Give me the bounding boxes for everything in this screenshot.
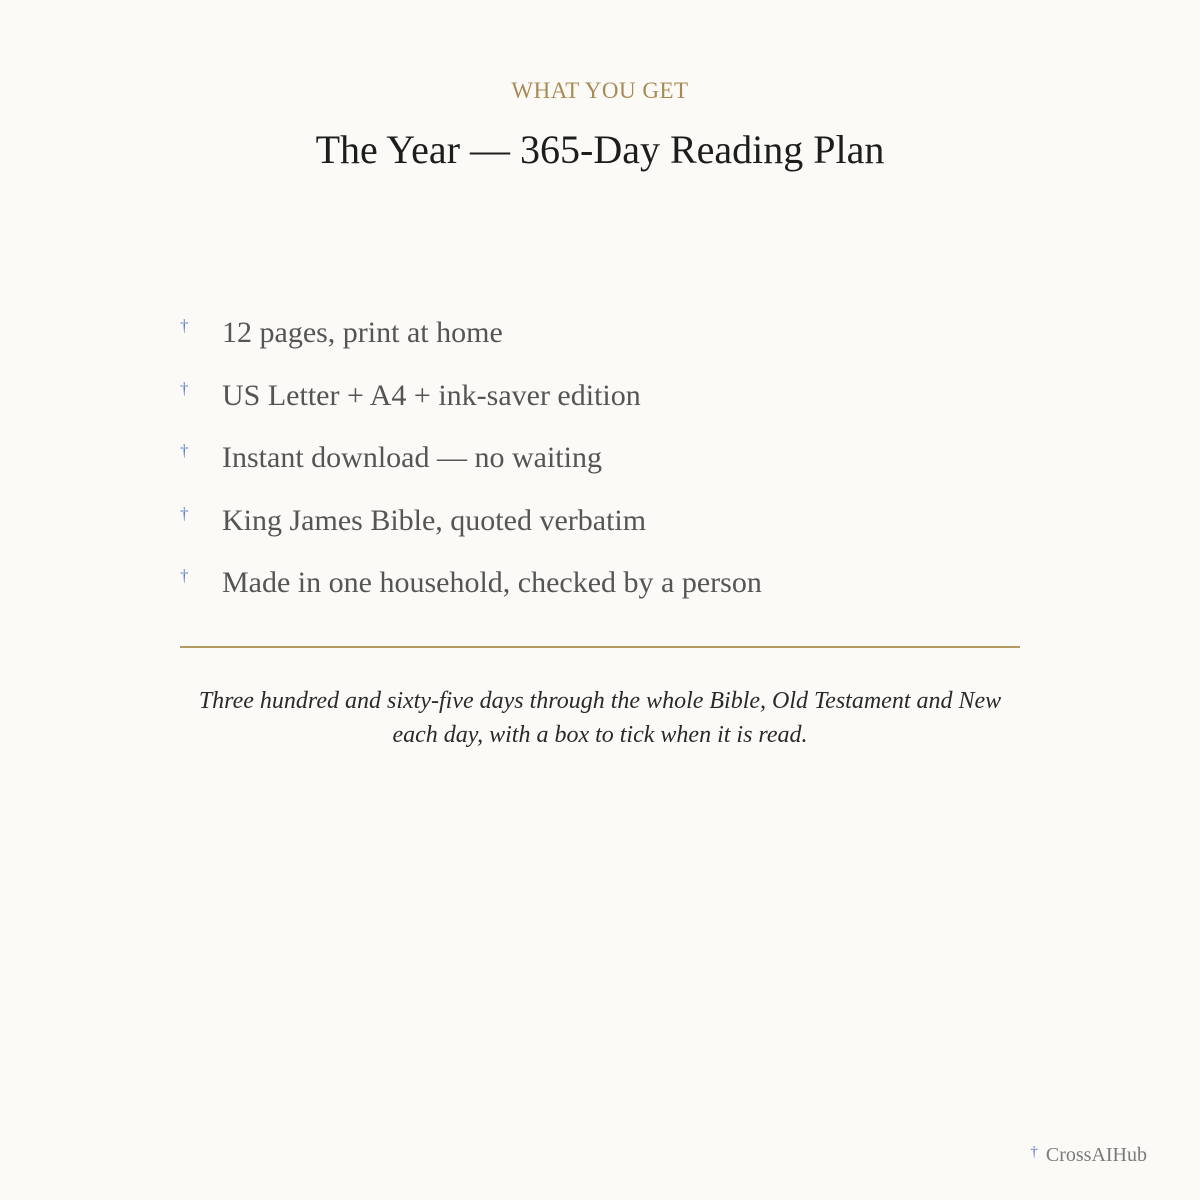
cross-icon: † [180,378,189,398]
cross-icon: † [1030,1144,1038,1160]
feature-label: US Letter + A4 + ink-saver edition [222,378,641,412]
feature-item [180,435,1020,498]
feature-label: 12 pages, print at home [222,316,503,349]
feature-item [180,373,1020,436]
cross-icon: † [180,441,189,460]
brand-name: CrossAIHub [1045,1144,1147,1166]
page-title: The Year — 365-Day Reading Plan [315,127,885,172]
cross-icon: † [180,503,189,523]
description-text: Three hundred and sixty-five days through the whole Bible, Old Testament and New each day, with a box to tick when it is read. [198,688,1002,748]
feature-item [180,310,1020,373]
eyebrow-label: WHAT YOU GET [511,78,689,103]
feature-label: Made in one household, checked by a person [222,566,762,599]
cross-icon: † [180,316,189,335]
feature-list [180,310,1020,623]
feature-item [180,498,1020,561]
brand-footer [1030,1144,1147,1167]
feature-item [180,560,1020,623]
feature-label: Instant download — no waiting [222,441,602,474]
divider [180,646,1020,648]
cross-icon: † [180,566,189,585]
feature-label: King James Bible, quoted verbatim [222,503,647,537]
